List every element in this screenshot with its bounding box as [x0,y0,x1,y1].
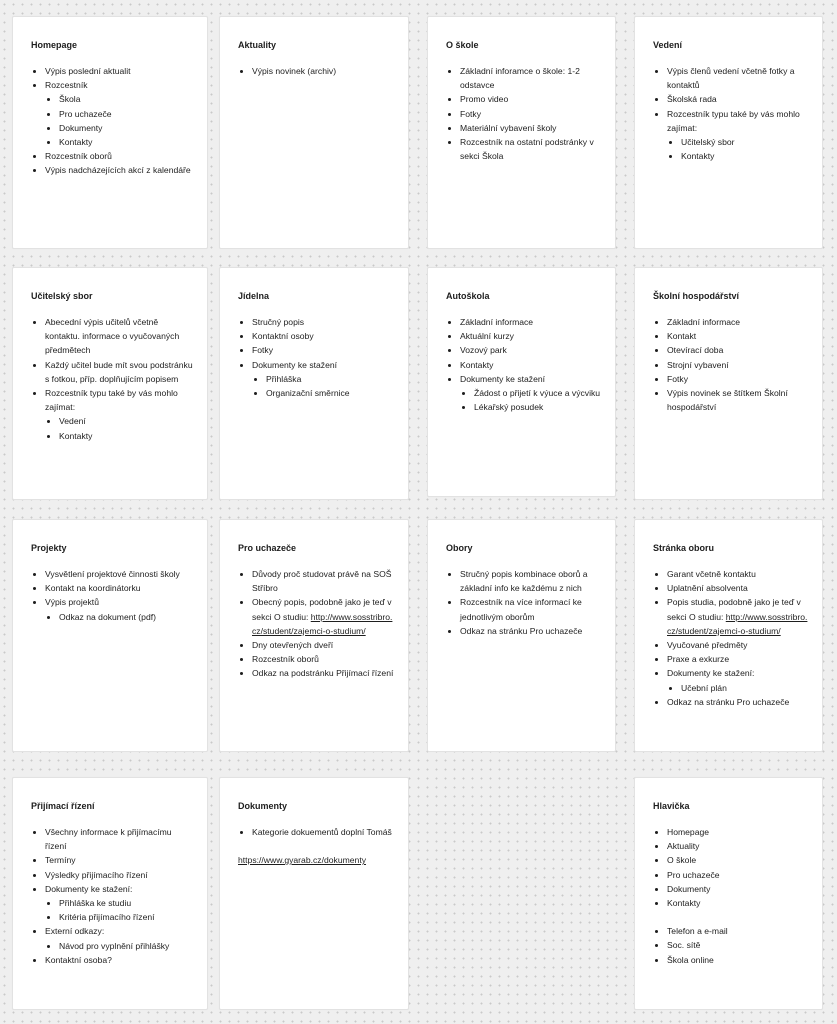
list-item: • Škola online [667,953,808,967]
list-item: • Obecný popis, podobně jako je teď v sekci O studiu: http://www.sosstribro.cz/student/zajemci-o-studium/ [252,595,394,638]
card-title: Dokumenty [238,801,288,811]
list-item: • Vozový park [460,343,601,357]
list-item: • Popis studia, podobně jako je teď v sekci O studiu: http://www.sosstribro.cz/student/zajemci-o-studium/ [667,595,808,638]
list-item: • Výpis novinek se štítkem Školní hospodářství [667,386,808,414]
card-title: Školní hospodářství [653,291,740,301]
card-dokumenty[interactable] [219,777,409,1010]
list-item: • Výpis členů vedení včetně fotky a kontaktů [667,64,808,92]
card-vedeni[interactable] [634,16,823,249]
list-item: • Kontakty [667,896,808,910]
card-o-skole[interactable] [427,16,616,249]
card-jidelna[interactable] [219,267,409,500]
list-item: • Kontaktní osoby [252,329,394,343]
list-item: • Fotky [667,372,808,386]
list-item: • Soc. sítě [667,938,808,952]
list-item: • Kontaktní osoba? [45,953,193,967]
list-item: • Vyučované předměty [667,638,808,652]
card-aktuality[interactable] [219,16,409,249]
list-item: • Odkaz na stránku Pro uchazeče [667,695,808,709]
card-homepage[interactable] [12,16,208,249]
card-pro-uchazece[interactable] [219,519,409,752]
card-autoskola[interactable] [427,267,616,497]
list-item: • Kontakty [59,429,193,443]
list-item: • Škola [59,92,193,106]
list-item: • Přihláška ke studiu [59,896,193,910]
list-item: • Návod pro vyplnění přihlášky [59,939,193,953]
list-item: • Kategorie dokuementů doplní Tomáš [252,825,394,839]
list-item: • Kontakt na koordinátorku [45,581,193,595]
studium-link[interactable]: http://www.sosstribro.cz/student/zajemci-o-studium/ [667,611,808,636]
list-item: • Výpis nadcházejících akcí z kalendáře [45,163,193,177]
list-item: • Kontakt [667,329,808,343]
list-item: • Výpis projektů • Odkaz na dokument (pdf) [45,595,193,623]
list-item: • Telefon a e-mail [667,924,808,938]
list-item: • Rozcestník na více informací ke jednotlivým oborům [460,595,601,623]
card-title: Učitelský sbor [31,291,93,301]
list-item: • Kontakty [681,149,808,163]
list-item: • Rozcestník na ostatní podstránky v sekci Škola [460,135,601,163]
list-item: • Dny otevřených dveří [252,638,394,652]
list-item: • Dokumenty [667,882,808,896]
list-item: • Vedení [59,414,193,428]
list-item: • Učební plán [681,681,808,695]
list-item: • Materiální vybavení školy [460,121,601,135]
list-item: • Aktuální kurzy [460,329,601,343]
card-title: Aktuality [238,40,277,50]
list-item: • Promo video [460,92,601,106]
list-item: • Fotky [460,107,601,121]
list-item: • Odkaz na dokument (pdf) [59,610,193,624]
list-item: • Základní inforamce o škole: 1-2 odstavce [460,64,601,92]
list-item: • O škole [667,853,808,867]
list-item: • Vysvětlení projektové činnosti školy [45,567,193,581]
list-item: • Výpis poslední aktualit [45,64,193,78]
list-item: • Externí odkazy: • Návod pro vyplnění přihlášky [45,924,193,952]
list-item: • Fotky [252,343,394,357]
list-item: • Rozcestník typu také by vás mohlo zajímat: • Vedení • Kontakty [45,386,193,443]
list-item: • Kontakty [460,358,601,372]
list-item: • Uplatnění absolventa [667,581,808,595]
list-item: • Abecední výpis učitelů včetně kontaktu. informace o vyučovaných předmětech [45,315,193,358]
card-title: Pro uchazeče [238,543,297,553]
list-item: • Termíny [45,853,193,867]
list-item: • Dokumenty ke stažení • Přihláška • Organizační směrnice [252,358,394,401]
list-item: • Aktuality [667,839,808,853]
list-item: • Školská rada [667,92,808,106]
card-title: Autoškola [446,291,490,301]
list-item: • Přihláška [266,372,394,386]
card-hospodarstvi[interactable] [634,267,823,500]
card-title: Projekty [31,543,67,553]
spacer [653,910,808,924]
card-prijimaci-rizeni[interactable] [12,777,208,1010]
list-item: • Odkaz na podstránku Přijímací řízení [252,666,394,680]
list-item: • Výsledky přijímacího řízení [45,868,193,882]
card-title: Vedení [653,40,683,50]
card-title: Stránka oboru [653,543,715,553]
list-item: • Rozcestník • Škola • Pro uchazeče • Dokumenty • Kontakty [45,78,193,149]
card-projekty[interactable] [12,519,208,752]
list-item: • Odkaz na stránku Pro uchazeče [460,624,601,638]
card-obory[interactable] [427,519,616,752]
list-item: • Základní informace [667,315,808,329]
list-item: • Organizační směrnice [266,386,394,400]
list-item: • Rozcestník oborů [45,149,193,163]
card-title: Homepage [31,40,78,50]
card-title: Přijímací řízení [31,801,95,811]
list-item: • Důvody proč studovat právě na SOŠ Stříbro [252,567,394,595]
list-item: • Otevírací doba [667,343,808,357]
list-item: • Pro uchazeče [59,107,193,121]
card-title: Jídelna [238,291,270,301]
list-item: • Stručný popis kombinace oborů a základní info ke každému z nich [460,567,601,595]
list-item: • Žádost o přijetí k výuce a výcviku [474,386,601,400]
list-item: • Rozcestník oborů [252,652,394,666]
list-item: • Všechny informace k přijímacímu řízení [45,825,193,853]
list-item: • Kontakty [59,135,193,149]
list-item: • Učitelský sbor [681,135,808,149]
list-item: • Praxe a exkurze [667,652,808,666]
card-ucitelsky-sbor[interactable] [12,267,208,500]
card-title: Obory [446,543,473,553]
list-item: • Strojní vybavení [667,358,808,372]
list-item: • Garant včetně kontaktu [667,567,808,581]
list-item: • Dokumenty ke stažení: • Přihláška ke studiu • Kritéria přijímacího řízení [45,882,193,925]
list-item: • Výpis novinek (archiv) [252,64,394,78]
list-item: • Rozcestník typu také by vás mohlo zajímat: • Učitelský sbor • Kontakty [667,107,808,164]
card-stranka-oboru[interactable] [634,519,823,752]
card-hlavicka[interactable] [634,777,823,1010]
list-item: • Základní informace [460,315,601,329]
list-item: • Homepage [667,825,808,839]
list-item: • Pro uchazeče [667,868,808,882]
list-item: • Kritéria přijímacího řízení [59,910,193,924]
list-item: • Dokumenty ke stažení: • Učební plán [667,666,808,694]
studium-link[interactable]: http://www.sosstribro.cz/student/zajemci-o-studium/ [252,611,393,636]
list-item: • Lékařský posudek [474,400,601,414]
list-item: • Dokumenty [59,121,193,135]
list-item: • Každý učitel bude mít svou podstránku s fotkou, příp. doplňujícím popisem [45,358,193,386]
list-item: • Stručný popis [252,315,394,329]
dokumenty-link[interactable]: https://www.gyarab.cz/dokumenty [238,855,367,866]
card-title: O škole [446,40,479,50]
list-item: • Dokumenty ke stažení • Žádost o přijetí k výuce a výcviku • Lékařský posudek [460,372,601,415]
card-title: Hlavička [653,801,690,811]
